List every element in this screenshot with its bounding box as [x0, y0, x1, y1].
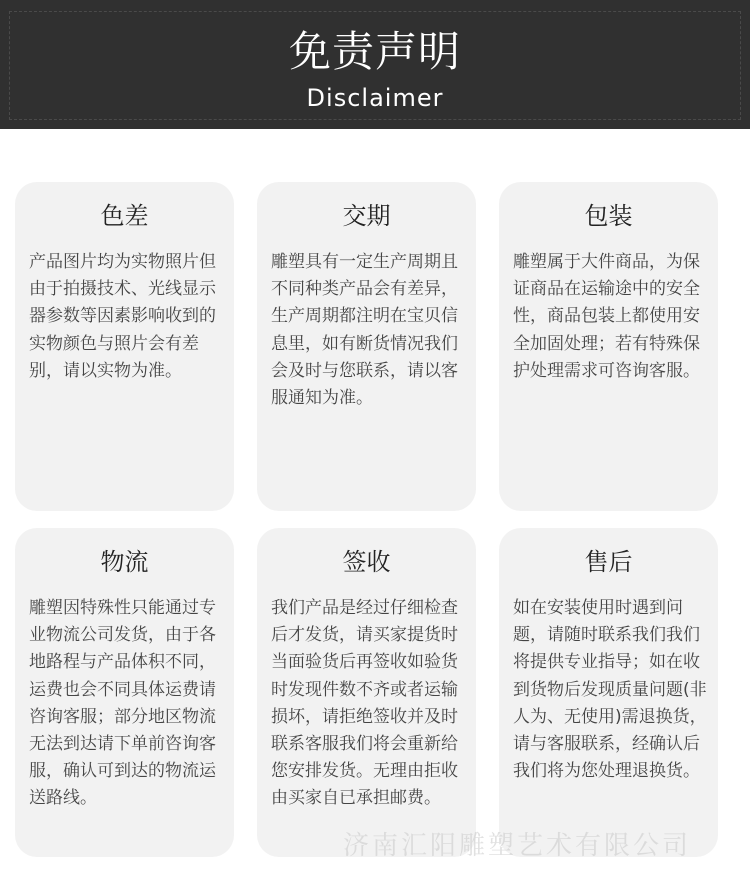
- card-logistics: [15, 528, 234, 857]
- card-delivery-time: [257, 182, 476, 511]
- page-title: 免责声明: [288, 27, 461, 76]
- card-receipt: [257, 528, 476, 857]
- card-body: 我们产品是经过仔细检查后才发货，请买家提货时当面验货后再签收如验货时发现件数不齐或者运输损坏，请拒绝签收并及时联系客服我们将会重新给您安排发货。无理由拒收由买家自已承担邮费。: [271, 598, 458, 809]
- card-body: 雕塑具有一定生产周期且不同种类产品会有差异，生产周期都注明在宝贝信息里，如有断货情况我们会及时与您联系，请以客服通知为准。: [271, 252, 458, 409]
- card-body: 雕塑因特殊性只能通过专业物流公司发货，由于各地路程与产品体积不同，运费也会不同具体运费请咨询客服；部分地区物流无法到达请下单前咨询客服，确认可到达的物流运送路线。: [29, 598, 216, 809]
- card-title: 售后: [584, 548, 633, 576]
- page-subtitle: Disclaimer: [306, 84, 444, 112]
- card-title: 包装: [584, 202, 633, 230]
- card-color-difference: [15, 182, 234, 511]
- card-body: 如在安装使用时遇到问题，请随时联系我们我们将提供专业指导；如在收到货物后发现质量问题(非人为、无使用)需退换货，请与客服联系，经确认后我们将为您处理退换货。: [513, 598, 707, 782]
- card-after-sales: [499, 528, 718, 857]
- card-title: 色差: [100, 202, 149, 230]
- card-title: 交期: [342, 202, 391, 230]
- card-body: 产品图片均为实物照片但由于拍摄技术、光线显示器参数等因素影响收到的实物颜色与照片会有差别，请以实物为准。: [29, 252, 216, 381]
- card-title: 签收: [342, 548, 391, 576]
- card-packaging: [499, 182, 718, 511]
- company-watermark: 济南汇阳雕塑艺术有限公司: [343, 831, 692, 861]
- card-title: 物流: [100, 548, 149, 576]
- card-body: 雕塑属于大件商品，为保证商品在运输途中的安全性，商品包装上都使用安全加固处理；若有特殊保护处理需求可咨询客服。: [513, 252, 700, 381]
